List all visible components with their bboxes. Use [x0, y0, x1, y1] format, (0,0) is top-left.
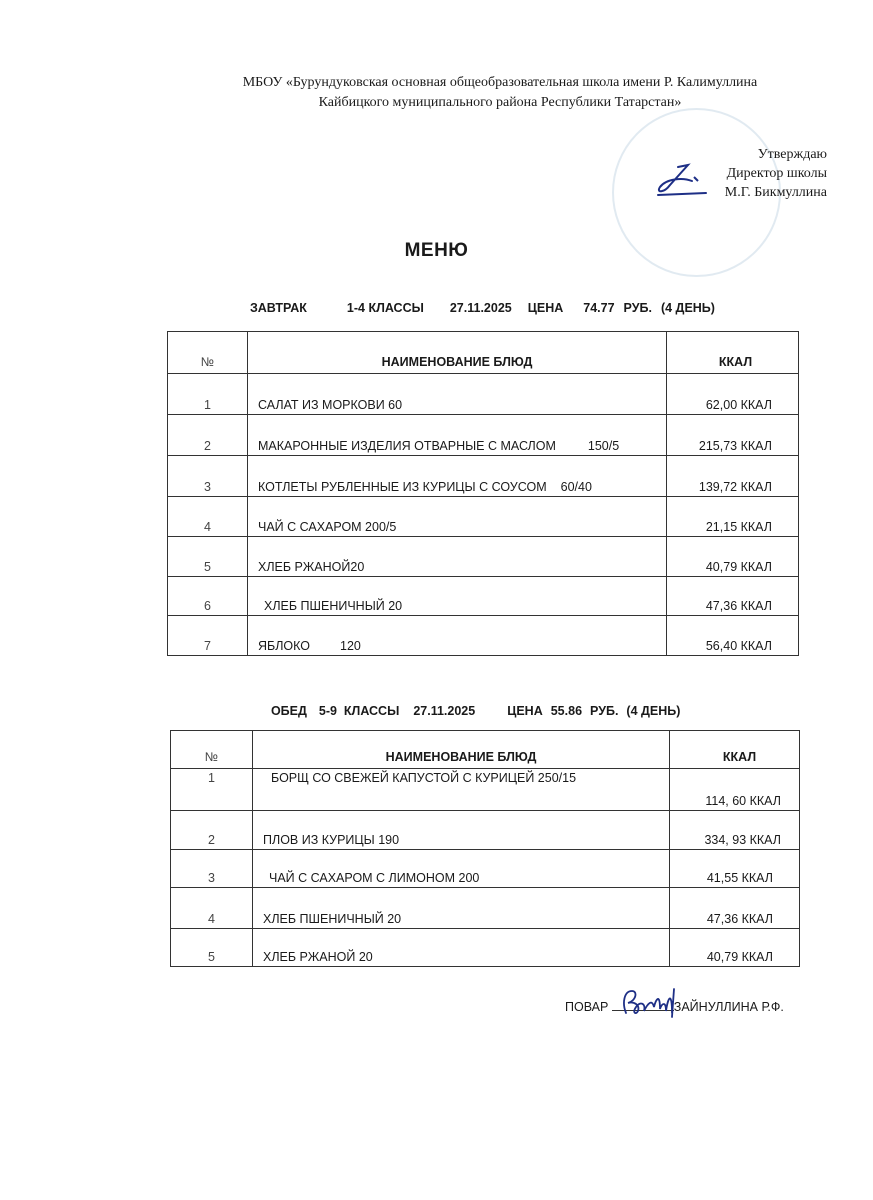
dish-portion: 150/5 [587, 439, 620, 453]
dish-name: ПЛОВ ИЗ КУРИЦЫ 190 [253, 811, 670, 850]
lunch-classes: 5-9 КЛАССЫ [318, 704, 400, 718]
table-row [168, 577, 799, 616]
lunch-date: 27.11.2025 [413, 704, 476, 718]
table-row [171, 769, 800, 811]
school-header [150, 73, 850, 113]
table-row [168, 497, 799, 537]
dish-name-cell [248, 415, 667, 456]
dish-name: ХЛЕБ РЖАНОЙ20 [248, 537, 667, 577]
table-row [171, 811, 800, 850]
row-num: 3 [171, 850, 253, 888]
org-line-2: Кайбицкого муниципального района Республики Татарстан» [318, 95, 682, 110]
cook-label: ПОВАР [565, 1000, 609, 1014]
dish-name: ХЛЕБ ПШЕНИЧНЫЙ 20 [248, 577, 667, 616]
row-num: 3 [168, 456, 248, 497]
table-row [171, 850, 800, 888]
dish-name: ХЛЕБ ПШЕНИЧНЫЙ 20 [253, 888, 670, 929]
row-num: 5 [168, 537, 248, 577]
menu-title: МЕНЮ [404, 240, 469, 261]
lunch-currency: РУБ. [590, 704, 619, 718]
dish-kcal: 56,40 ККАЛ [667, 616, 799, 656]
dish-name: ЯБЛОКО [258, 639, 311, 653]
table-row [168, 415, 799, 456]
col-num-header: № [171, 731, 253, 769]
lunch-price-label: ЦЕНА [507, 704, 543, 718]
dish-name-cell [248, 616, 667, 656]
breakfast-price-label: ЦЕНА [527, 301, 564, 315]
lunch-heading [264, 690, 680, 718]
row-num: 4 [171, 888, 253, 929]
table-row [168, 456, 799, 497]
dish-name-cell [248, 456, 667, 497]
row-num: 4 [168, 497, 248, 537]
row-num: 2 [171, 811, 253, 850]
table-header-row [168, 332, 799, 374]
dish-kcal: 215,73 ККАЛ [667, 415, 799, 456]
dish-kcal: 47,36 ККАЛ [670, 888, 800, 929]
cook-name: ЗАЙНУЛЛИНА Р.Ф. [673, 1000, 784, 1014]
lunch-day: (4 ДЕНЬ) [626, 704, 681, 718]
approval-line-1: Утверждаю [757, 147, 827, 162]
dish-kcal: 47,36 ККАЛ [667, 577, 799, 616]
dish-kcal: 40,79 ККАЛ [667, 537, 799, 577]
approval-line-3: М.Г. Бикмуллина [724, 185, 827, 200]
col-name-header: НАИМЕНОВАНИЕ БЛЮД [248, 332, 667, 374]
table-header-row [171, 731, 800, 769]
org-line-1: МБОУ «Бурундуковская основная общеобразовательная школа имени Р. Калимуллина [242, 75, 758, 90]
row-num: 1 [171, 769, 253, 811]
table-row [168, 537, 799, 577]
breakfast-table [167, 331, 799, 656]
dish-portion: 120 [340, 639, 361, 653]
dish-name: КОТЛЕТЫ РУБЛЕННЫЕ ИЗ КУРИЦЫ С СОУСОМ [258, 480, 547, 494]
row-num: 1 [168, 374, 248, 415]
dish-name: ЧАЙ С САХАРОМ 200/5 [248, 497, 667, 537]
dish-name: МАКАРОННЫЕ ИЗДЕЛИЯ ОТВАРНЫЕ С МАСЛОМ [258, 439, 556, 453]
dish-kcal: 334, 93 ККАЛ [670, 811, 800, 850]
row-num: 5 [171, 929, 253, 967]
dish-kcal: 62,00 ККАЛ [667, 374, 799, 415]
table-row [168, 616, 799, 656]
row-num: 2 [168, 415, 248, 456]
table-row [171, 929, 800, 967]
breakfast-currency: РУБ. [623, 301, 652, 315]
breakfast-date: 27.11.2025 [449, 301, 512, 315]
col-num-header: № [168, 332, 248, 374]
dish-kcal: 41,55 ККАЛ [670, 850, 800, 888]
breakfast-classes: 1-4 КЛАССЫ [346, 301, 424, 315]
row-num: 6 [168, 577, 248, 616]
lunch-meal: ОБЕД [270, 704, 307, 718]
dish-name: САЛАТ ИЗ МОРКОВИ 60 [248, 374, 667, 415]
dish-kcal: 114, 60 ККАЛ [670, 769, 800, 811]
breakfast-meal: ЗАВТРАК [249, 301, 307, 315]
approval-line-2: Директор школы [726, 166, 827, 181]
table-row [168, 374, 799, 415]
dish-kcal: 139,72 ККАЛ [667, 456, 799, 497]
breakfast-price: 74.77 [583, 301, 615, 315]
dish-name: ЧАЙ С САХАРОМ С ЛИМОНОМ 200 [253, 850, 670, 888]
approval-block [725, 145, 827, 202]
breakfast-day: (4 ДЕНЬ) [660, 301, 715, 315]
row-num: 7 [168, 616, 248, 656]
dish-kcal: 40,79 ККАЛ [670, 929, 800, 967]
breakfast-heading [243, 287, 715, 315]
cook-signature [614, 985, 680, 1019]
dish-portion: 60/40 [560, 480, 592, 494]
dish-kcal: 21,15 ККАЛ [667, 497, 799, 537]
col-name-header: НАИМЕНОВАНИЕ БЛЮД [253, 731, 670, 769]
dish-name: БОРЩ СО СВЕЖЕЙ КАПУСТОЙ С КУРИЦЕЙ 250/15 [253, 769, 670, 811]
table-row [171, 888, 800, 929]
dish-name: ХЛЕБ РЖАНОЙ 20 [253, 929, 670, 967]
lunch-price: 55.86 [550, 704, 583, 718]
col-kcal-header: ККАЛ [670, 731, 800, 769]
col-kcal-header: ККАЛ [667, 332, 799, 374]
director-signature [648, 163, 708, 201]
lunch-table [170, 730, 800, 967]
